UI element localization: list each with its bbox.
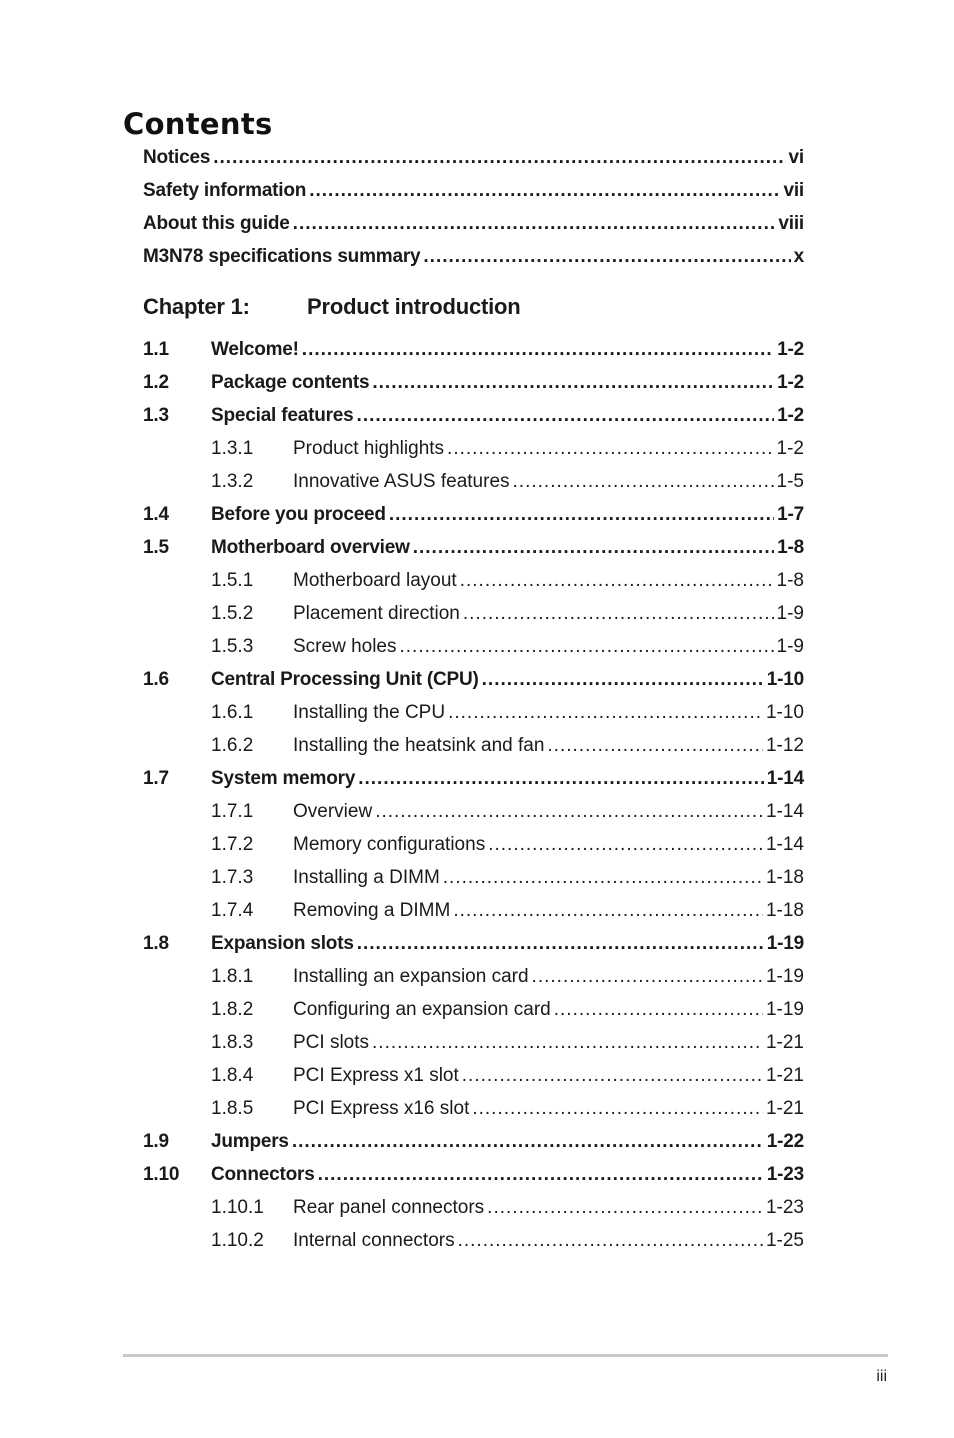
toc-section-entry[interactable] [143,927,804,960]
toc-subsection-entry[interactable] [143,1191,804,1224]
toc-label: Connectors [211,1164,315,1185]
toc-leader-dots [488,828,763,861]
toc-subsection-entry[interactable] [143,564,804,597]
toc-section-entry[interactable] [143,663,804,696]
toc-page: 1-18 [765,867,804,888]
toc-number: 1.7 [143,768,169,789]
chapter-title: Product introduction [307,294,521,319]
toc-number: 1.7.4 [211,900,254,921]
toc-number: 1.4 [143,504,169,525]
toc-leader-dots [487,1191,763,1224]
toc-label: Expansion slots [211,933,354,954]
toc-label: M3N78 specifications summary [143,246,421,267]
toc-label: Installing a DIMM [293,867,440,888]
toc-subsection-entry[interactable] [143,1059,804,1092]
toc-subsection-entry[interactable] [143,1026,804,1059]
toc-leader-dots [448,696,763,729]
toc-page: 1-2 [777,405,804,426]
toc-leader-dots [453,894,763,927]
toc-subsection-entry[interactable] [143,1092,804,1125]
toc-page: 1-21 [765,1098,804,1119]
toc-label: Special features [211,405,354,426]
toc-number: 1.8.1 [211,966,254,987]
toc-page: 1-12 [765,735,804,756]
toc-page: 1-19 [765,966,804,987]
toc-leader-dots [460,564,774,597]
toc-section-entry[interactable] [143,1125,804,1158]
toc-number: 1.10 [143,1164,180,1185]
toc-label: Central Processing Unit (CPU) [211,669,479,690]
toc-number: 1.7.1 [211,801,254,822]
toc-page: 1-14 [765,801,804,822]
toc-subsection-entry[interactable] [143,465,804,498]
toc-number: 1.5.2 [211,603,254,624]
toc-number: 1.2 [143,372,169,393]
toc-number: 1.8.4 [211,1065,254,1086]
toc-front-item[interactable] [143,207,804,240]
toc-label: Memory configurations [293,834,486,855]
toc-page: 1-14 [766,768,804,789]
toc-number: 1.5.1 [211,570,254,591]
toc-number: 1.5 [143,537,169,558]
toc-subsection-entry[interactable] [143,993,804,1026]
toc-leader-dots [482,663,764,696]
toc-number: 1.7.2 [211,834,254,855]
toc-subsection-entry[interactable] [143,597,804,630]
toc-page: 1-2 [777,339,804,360]
toc-label: Installing the heatsink and fan [293,735,545,756]
toc-subsection-entry[interactable] [143,894,804,927]
toc-leader-dots [463,597,774,630]
toc-leader-dots [372,1026,763,1059]
toc-leader-dots [375,795,763,828]
toc-section-entry[interactable] [143,762,804,795]
toc-number: 1.8.3 [211,1032,254,1053]
toc-subsection-entry[interactable] [143,696,804,729]
toc-leader-dots [532,960,763,993]
toc-subsection-entry[interactable] [143,729,804,762]
toc-section-entry[interactable] [143,366,804,399]
toc-page: 1-2 [777,372,804,393]
toc-leader-dots [302,333,774,366]
toc-label: Installing an expansion card [293,966,529,987]
toc-leader-dots [389,498,774,531]
toc-number: 1.9 [143,1131,169,1152]
toc-page: viii [778,213,804,234]
toc-page: vi [788,147,804,168]
toc-label: Installing the CPU [293,702,446,723]
toc-label: Before you proceed [211,504,386,525]
toc-front-item[interactable] [143,174,804,207]
toc-leader-dots [443,861,763,894]
toc-page: 1-23 [766,1164,804,1185]
toc-label: Removing a DIMM [293,900,451,921]
toc-leader-dots [309,174,780,207]
toc-page: 1-8 [776,570,804,591]
toc-leader-dots [400,630,774,663]
toc-page: vii [783,180,804,201]
toc-leader-dots [462,1059,763,1092]
footer-divider [123,1354,888,1357]
toc-label: Internal connectors [293,1230,455,1251]
toc-leader-dots [358,762,764,795]
toc-number: 1.5.3 [211,636,254,657]
toc-number: 1.8.5 [211,1098,254,1119]
chapter-number: Chapter 1: [143,294,250,319]
toc-section-entry[interactable] [143,333,804,366]
toc-page: 1-18 [765,900,804,921]
toc-page: 1-7 [777,504,804,525]
page-number: iii [876,1368,887,1385]
toc-leader-dots [423,240,790,273]
toc-page: 1-19 [766,933,804,954]
toc-page: 1-9 [776,603,804,624]
toc-leader-dots [357,927,764,960]
toc-subsection-entry[interactable] [143,861,804,894]
toc-page: 1-8 [777,537,804,558]
toc-number: 1.6.2 [211,735,254,756]
toc-page: 1-21 [765,1065,804,1086]
toc-front-item[interactable] [143,141,804,174]
toc-page: 1-2 [776,438,804,459]
toc-label: Motherboard overview [211,537,410,558]
toc-number: 1.1 [143,339,169,360]
toc-label: PCI Express x16 slot [293,1098,470,1119]
toc-number: 1.6.1 [211,702,254,723]
toc-leader-dots [357,399,775,432]
toc-leader-dots [458,1224,763,1257]
chapter-heading [143,281,804,333]
toc-number: 1.3 [143,405,169,426]
toc-label: System memory [211,768,356,789]
page-title: Contents [123,107,273,142]
toc-subsection-entry[interactable] [143,960,804,993]
toc-label: Package contents [211,372,370,393]
toc-front-item[interactable] [143,240,804,273]
toc-section-entry[interactable] [143,498,804,531]
toc-label: Notices [143,147,211,168]
toc-page: 1-10 [766,669,804,690]
toc-label: Overview [293,801,373,822]
toc-number: 1.3.1 [211,438,254,459]
toc-section-entry[interactable] [143,399,804,432]
toc-leader-dots [547,729,763,762]
toc-leader-dots [513,465,774,498]
toc-label: About this guide [143,213,290,234]
toc-page: 1-9 [776,636,804,657]
toc-number: 1.8.2 [211,999,254,1020]
toc-subsection-entry[interactable] [143,630,804,663]
toc-leader-dots [318,1158,764,1191]
toc-page: 1-19 [765,999,804,1020]
toc-number: 1.7.3 [211,867,254,888]
toc-page: 1-5 [776,471,804,492]
toc-page: 1-25 [765,1230,804,1251]
toc-subsection-entry[interactable] [143,1224,804,1257]
toc-label: Product highlights [293,438,445,459]
toc-label: Rear panel connectors [293,1197,485,1218]
toc-leader-dots [413,531,774,564]
toc-number: 1.10.1 [211,1197,264,1218]
toc-page: 1-22 [766,1131,804,1152]
toc-leader-dots [292,1125,764,1158]
toc-section-entry[interactable] [143,1158,804,1191]
toc-number: 1.8 [143,933,169,954]
chapter-entries-list [143,333,804,1257]
toc-leader-dots [447,432,773,465]
toc-label: PCI slots [293,1032,370,1053]
toc-number: 1.3.2 [211,471,254,492]
toc-number: 1.6 [143,669,169,690]
toc-page: 1-14 [765,834,804,855]
toc-label: Screw holes [293,636,397,657]
table-of-contents [143,141,804,1257]
toc-label: Safety information [143,180,307,201]
toc-page: 1-23 [765,1197,804,1218]
toc-label: Placement direction [293,603,460,624]
toc-subsection-entry[interactable] [143,828,804,861]
toc-number: 1.10.2 [211,1230,264,1251]
toc-leader-dots [293,207,776,240]
toc-leader-dots [372,366,774,399]
toc-leader-dots [472,1092,763,1125]
toc-label: Motherboard layout [293,570,457,591]
toc-subsection-entry[interactable] [143,432,804,465]
toc-subsection-entry[interactable] [143,795,804,828]
toc-section-entry[interactable] [143,531,804,564]
front-matter-list [143,141,804,273]
toc-leader-dots [213,141,785,174]
toc-label: Welcome! [211,339,299,360]
toc-page: 1-21 [765,1032,804,1053]
toc-label: Configuring an expansion card [293,999,551,1020]
toc-label: Jumpers [211,1131,289,1152]
toc-label: PCI Express x1 slot [293,1065,459,1086]
toc-page: x [793,246,804,267]
toc-label: Innovative ASUS features [293,471,510,492]
toc-page: 1-10 [765,702,804,723]
toc-leader-dots [554,993,763,1026]
